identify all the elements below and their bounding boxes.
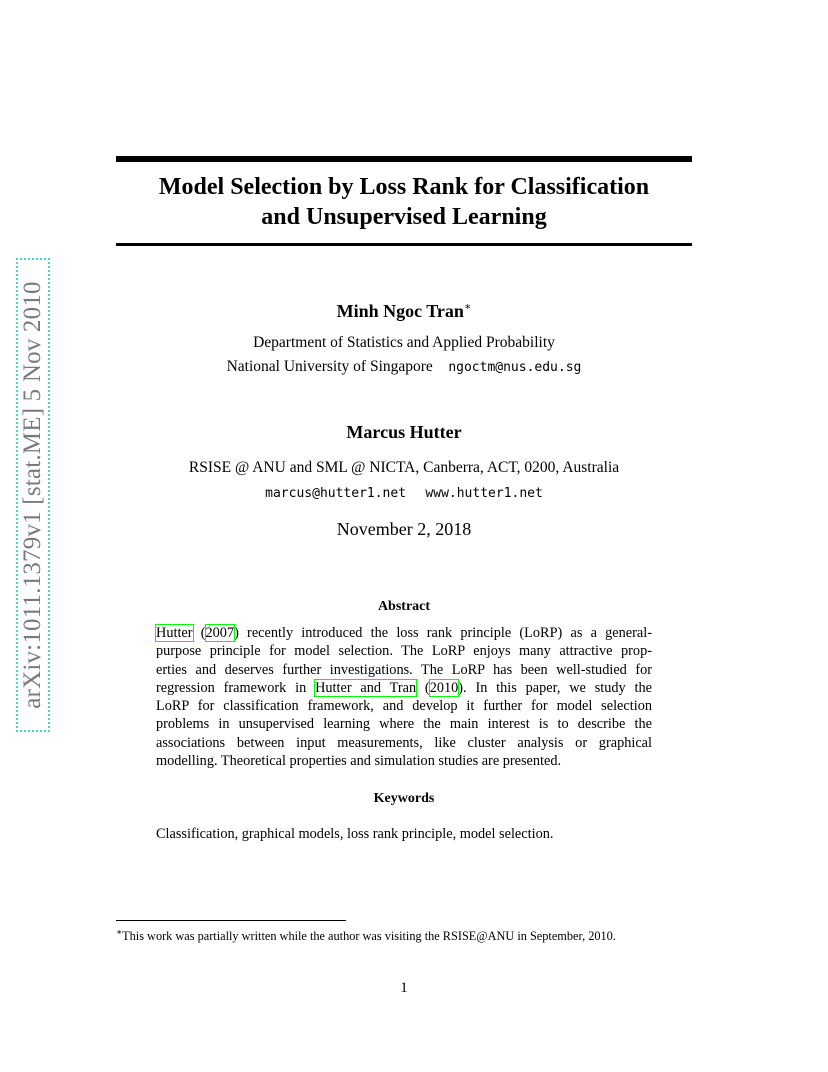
author-2-name: Marcus Hutter [346, 422, 462, 442]
footnote [116, 924, 692, 945]
abstract-line-2: purpose principle for model selection. The LoRP enjoys many attractive prop- [156, 643, 652, 660]
author-1-footnote-mark[interactable]: ∗ [463, 301, 472, 313]
keywords-heading: Keywords [373, 791, 435, 806]
abstract-body [156, 624, 652, 770]
title-line-2: and Unsupervised Learning [261, 204, 547, 230]
abstract-line-7: associations between input measurements, like cluster analysis or graphical [156, 734, 652, 751]
author-2-website[interactable]: www.hutter1.net [425, 486, 543, 501]
arxiv-stamp-text: arXiv:1011.1379v1 [stat.ME] 5 Nov 2010 [19, 281, 46, 709]
abstract-heading: Abstract [377, 599, 431, 614]
abstract-line-3: erties and deserves further investigations. The LoRP has been well-studied for [156, 661, 652, 678]
abstract-line-6: problems in unsupervised learning where the main interest is to describe the [156, 716, 652, 733]
author-2-contacts [116, 481, 692, 506]
citation-hutter-tran-2010-year[interactable]: 2010 [429, 679, 459, 696]
title-bottom-rule [116, 243, 692, 246]
author-1-university: National University of Singapore [226, 358, 433, 375]
citation-hutter-tran-2010-authors[interactable]: Hutter and Tran [315, 679, 417, 696]
title-top-rule [116, 156, 692, 162]
page-number: 1 [400, 980, 408, 996]
abstract-line-4: regression framework in Hutter and Tran (2010). In this paper, we study the [156, 679, 652, 696]
arxiv-stamp[interactable] [16, 258, 50, 732]
author-1 [116, 296, 692, 322]
footnote-rule [116, 920, 346, 921]
paper-date: November 2, 2018 [336, 519, 472, 539]
author-2-affiliation: RSISE @ ANU and SML @ NICTA, Canberra, ACT, 0200, Australia [188, 459, 620, 476]
abstract-line-1: Hutter (2007) recently introduced the loss rank principle (LoRP) as a general- [156, 625, 652, 641]
author-1-affiliation [116, 355, 692, 380]
paper-title [116, 172, 692, 232]
citation-hutter-2007-author[interactable]: Hutter [156, 625, 193, 641]
abstract-line-5: LoRP for classification framework, and develop it further for model selection [156, 698, 652, 715]
footnote-mark: ∗ [116, 927, 123, 937]
author-1-department: Department of Statistics and Applied Probability [253, 334, 555, 351]
footnote-text: This work was partially written while the author was visiting the RSISE@ANU in September, 2010. [122, 929, 616, 944]
keywords-text: Classification, graphical models, loss rank principle, model selection. [156, 826, 554, 842]
citation-hutter-2007-year[interactable]: 2007 [205, 625, 235, 641]
author-1-email[interactable]: ngoctm@nus.edu.sg [448, 360, 582, 375]
author-1-name: Minh Ngoc Tran [336, 301, 464, 321]
abstract-line-8: modelling. Theoretical properties and simulation studies are presented. [156, 753, 562, 770]
title-line-1: Model Selection by Loss Rank for Classification [158, 174, 650, 200]
author-2-email[interactable]: marcus@hutter1.net [265, 486, 407, 501]
